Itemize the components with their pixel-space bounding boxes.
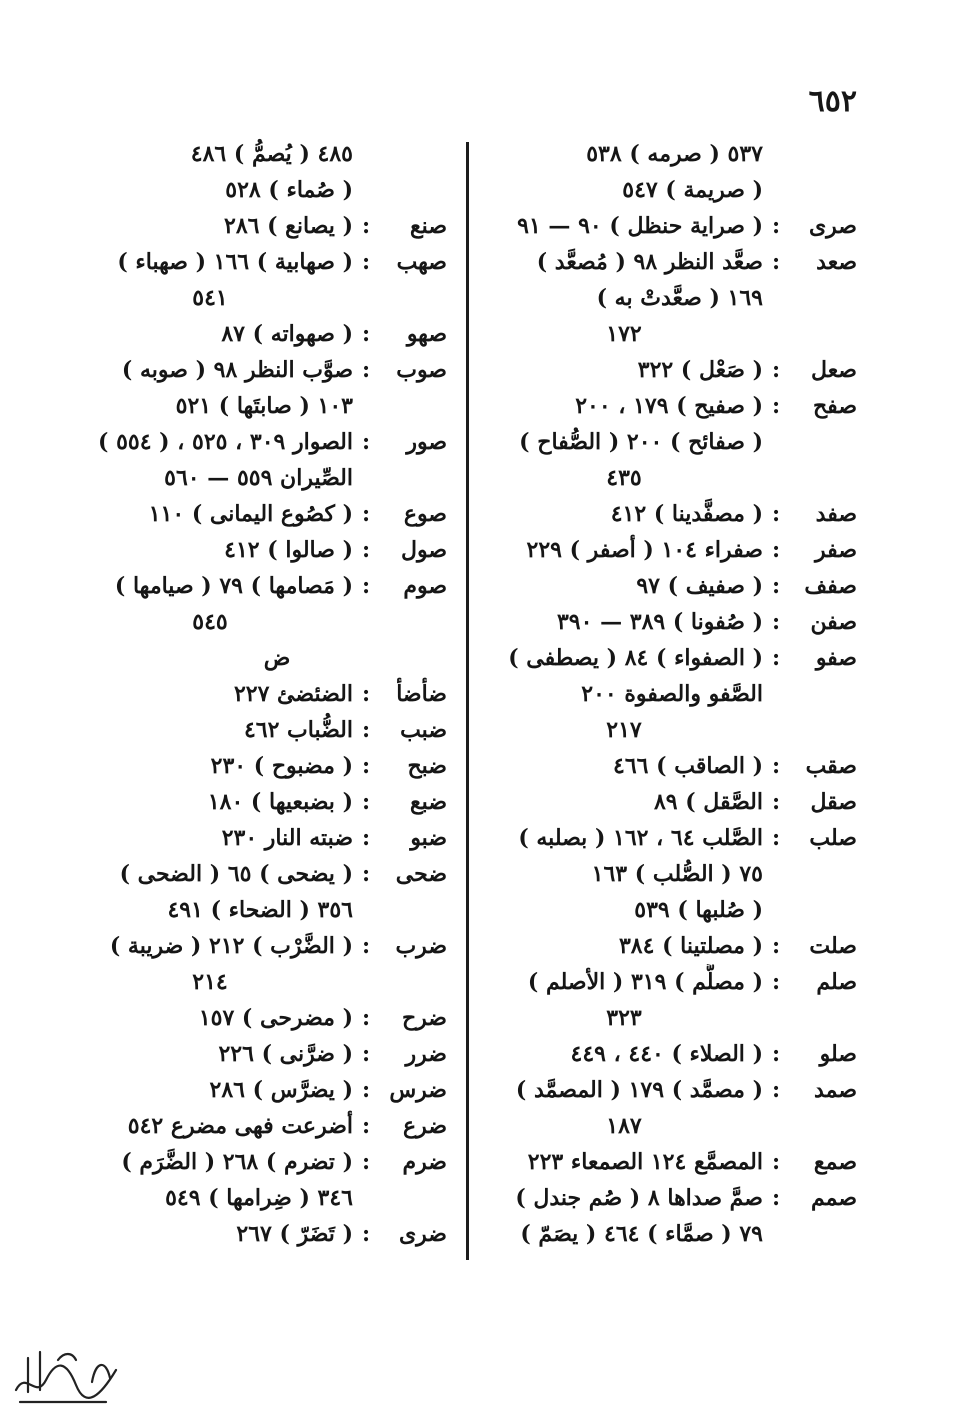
- right-column: [485, 136, 857, 1252]
- index-entry: [485, 964, 857, 1036]
- reference-line: الصِّيران ٥٥٩ — ٥٦٠: [164, 465, 353, 491]
- entry-colon: :: [771, 969, 781, 995]
- entry-colon: :: [361, 501, 371, 527]
- entry-root: صقل: [810, 789, 857, 815]
- entry-references: [67, 316, 353, 352]
- entry-references: [67, 136, 353, 208]
- entry-references: [485, 928, 763, 964]
- entry-colon: :: [771, 1185, 781, 1211]
- reference-line: ( مصفَّدينا ) ٤١٢: [610, 501, 763, 527]
- entry-colon: :: [771, 645, 781, 671]
- entry-references: [67, 568, 353, 640]
- entry-references: [485, 496, 763, 532]
- reference-line: صعَّد النظر ٩٨ ( مُصعَّد ): [536, 249, 763, 275]
- entry-colon: :: [361, 213, 371, 239]
- entry-references: [485, 388, 763, 496]
- entry-references: [67, 1072, 353, 1108]
- page-number: ٦٥٢: [808, 84, 857, 119]
- entry-colon: :: [361, 1113, 371, 1139]
- reference-line: صوَّب النظر ٩٨ ( صوبه ): [121, 357, 353, 383]
- entry-colon: :: [771, 789, 781, 815]
- reference-line: ١٠٣ ( صابتَها ) ٥٢١: [175, 393, 353, 419]
- index-entry: [485, 208, 857, 244]
- index-entry: [485, 820, 857, 928]
- entry-root: صفح: [812, 393, 857, 419]
- entry-colon: :: [361, 1077, 371, 1103]
- entry-root: ضرم: [402, 1149, 447, 1175]
- reference-line: ( تضرم ) ٢٦٨ ( الضَّرَم ): [121, 1149, 353, 1175]
- reference-line: ( الصاقب ) ٤٦٦: [613, 753, 763, 779]
- reference-line: الصَّقل ) ٨٩: [653, 789, 763, 815]
- entry-root: ضبع: [409, 789, 447, 815]
- entry-references: [67, 208, 353, 244]
- index-entry: [485, 352, 857, 388]
- entry-root: صهب: [396, 249, 447, 275]
- index-entry: [67, 352, 447, 424]
- index-entry: [67, 784, 447, 820]
- reference-line: ( كصُوع اليمانى ) ١١٠: [148, 501, 353, 527]
- reference-line: ( صالوا ) ٤١٢: [224, 537, 353, 563]
- reference-line: ٣٤٦ ( ضِرامها ) ٥٤٩: [165, 1185, 353, 1211]
- index-entry: [67, 568, 447, 640]
- index-entry: [485, 748, 857, 784]
- reference-line: ( مضبوح ) ٢٣٠: [210, 753, 353, 779]
- reference-line: الصوار ٣٠٩ ، ٥٢٥ ، ( ٥٥٤ ): [97, 429, 353, 455]
- entry-colon: :: [771, 357, 781, 383]
- entry-root: صعل: [811, 357, 857, 383]
- entry-references: [485, 1036, 763, 1072]
- reference-line: ( صَعْل ) ٣٢٢: [637, 357, 763, 383]
- index-entry: [67, 208, 447, 244]
- entry-colon: :: [361, 357, 371, 383]
- entry-references: [67, 820, 353, 856]
- reference-line: ( ضرَّنى ) ٢٢٦: [218, 1041, 353, 1067]
- index-entry: [485, 568, 857, 604]
- reference-line: الضئضئ ٢٢٧: [233, 681, 353, 707]
- index-entry: [67, 1000, 447, 1036]
- entry-references: [67, 928, 353, 1000]
- entry-colon: :: [361, 249, 371, 275]
- entry-references: [67, 496, 353, 532]
- entry-references: [485, 208, 763, 244]
- reference-line: ٧٩ ( صمَّاء ) ٤٦٤ ( يصَمّ ): [520, 1221, 763, 1247]
- index-entry: [67, 244, 447, 316]
- reference-line: ٤٨٥ ( يُصمُّ ) ٤٨٦: [190, 141, 353, 167]
- entry-root: صلم: [816, 969, 857, 995]
- entry-root: ضرر: [405, 1041, 447, 1067]
- index-entry: [67, 748, 447, 784]
- entry-root: صفر: [815, 537, 857, 563]
- reference-line: ( مصلَّم ) ٣١٩ ( الأصلم ): [527, 969, 763, 995]
- entry-root: صمد: [814, 1077, 857, 1103]
- entry-references: [485, 1180, 763, 1252]
- entry-root: صعد: [816, 249, 857, 275]
- entry-root: صول: [400, 537, 447, 563]
- entry-references: [485, 964, 763, 1036]
- entry-references: [485, 784, 763, 820]
- entry-root: صمع: [813, 1149, 857, 1175]
- entry-references: [67, 1144, 353, 1216]
- reference-line: ٤٣٥: [606, 465, 642, 491]
- reference-line: ٣٥٦ ( الضحاء ) ٤٩١: [167, 897, 353, 923]
- entry-colon: :: [361, 789, 371, 815]
- entry-root: صفف: [804, 573, 857, 599]
- entry-references: [485, 640, 763, 748]
- entry-root: صقب: [805, 753, 857, 779]
- entry-colon: :: [361, 537, 371, 563]
- entry-colon: :: [361, 321, 371, 347]
- index-entry: [485, 496, 857, 532]
- entry-root: صوب: [396, 357, 447, 383]
- entry-colon: :: [361, 1149, 371, 1175]
- entry-colon: :: [361, 573, 371, 599]
- index-entry: [67, 532, 447, 568]
- entry-colon: :: [361, 1221, 371, 1247]
- index-entry: [67, 424, 447, 496]
- reference-line: صمَّ صداها ٨ ( صُم جندل ): [515, 1185, 763, 1211]
- reference-line: المصمَّع ١٢٤ الصمعاء ٢٢٣: [527, 1149, 763, 1175]
- entry-references: [67, 856, 353, 928]
- index-entry: [67, 856, 447, 928]
- entry-references: [67, 352, 353, 424]
- reference-line: ٥٣٧ ( صرمه ) ٥٣٨: [586, 141, 763, 167]
- entry-references: [67, 532, 353, 568]
- reference-line: ١٦٩ ( صعَّدتْ به ): [596, 285, 763, 311]
- reference-line: ( الضَّرْب ) ٢١٢ ( ضريبة ): [109, 933, 353, 959]
- entry-colon: :: [361, 825, 371, 851]
- index-entry: [67, 136, 447, 208]
- reference-line: ٥٤٥: [192, 609, 228, 635]
- reference-line: ( صهابية ) ١٦٦ ( صهباء ): [117, 249, 353, 275]
- index-entry: [67, 1108, 447, 1144]
- reference-line: الصَّفو والصفوة ٢٠٠: [581, 681, 763, 707]
- index-entry: [67, 1072, 447, 1108]
- reference-line: ( الصلاء ) ٤٤٠ ، ٤٤٩: [570, 1041, 763, 1067]
- entry-root: صفن: [810, 609, 857, 635]
- entry-references: [485, 1072, 763, 1144]
- reference-line: ١٨٧: [606, 1113, 642, 1139]
- entry-references: [485, 352, 763, 388]
- index-entry: [485, 1144, 857, 1180]
- index-entry: [485, 1072, 857, 1144]
- reference-line: ( صراية حنظل ) ٩٠ — ٩١: [517, 213, 763, 239]
- entry-colon: :: [771, 213, 781, 239]
- entry-references: [485, 748, 763, 784]
- entry-colon: :: [771, 501, 781, 527]
- reference-line: الصَّلب ٦٤ ، ١٦٢ ( بصلبه ): [518, 825, 763, 851]
- entry-references: [67, 748, 353, 784]
- index-entry: [67, 928, 447, 1000]
- reference-line: ٥٤١: [192, 285, 228, 311]
- entry-root: صفد: [815, 501, 857, 527]
- reference-line: أضرعت فهى مضرع ٥٤٢: [127, 1113, 353, 1139]
- entry-references: [485, 136, 763, 208]
- reference-line: ( صفائح ) ٢٠٠ ( الصُّفاح ): [519, 429, 763, 455]
- entry-colon: :: [771, 1149, 781, 1175]
- index-entry: [67, 712, 447, 748]
- publisher-stamp-logo: [6, 1330, 124, 1414]
- entry-references: [485, 604, 763, 640]
- entry-references: [67, 676, 353, 712]
- index-entry: [485, 388, 857, 496]
- reference-line: ( مضرحى ) ١٥٧: [198, 1005, 353, 1031]
- entry-references: [485, 568, 763, 604]
- reference-line: ( يضحى ) ٦٥ ( الضحى ): [119, 861, 353, 887]
- entry-root: صلت: [809, 933, 857, 959]
- entry-root: ضبح: [407, 753, 447, 779]
- entry-references: [67, 244, 353, 316]
- entry-colon: :: [361, 753, 371, 779]
- entry-root: صنع: [409, 213, 447, 239]
- index-entry: [485, 604, 857, 640]
- entry-root: صرى: [808, 213, 857, 239]
- index-entry: [67, 316, 447, 352]
- entry-root: صفو: [815, 645, 857, 671]
- entry-root: صلو: [819, 1041, 857, 1067]
- index-entry: [485, 1180, 857, 1252]
- entry-root: صوع: [403, 501, 447, 527]
- entry-root: ضرس: [389, 1077, 447, 1103]
- reference-line: ( صهواته ) ٨٧: [221, 321, 353, 347]
- entry-colon: :: [771, 609, 781, 635]
- entry-root: صور: [406, 429, 447, 455]
- index-entry: [485, 640, 857, 748]
- entry-root: ضبب: [400, 717, 447, 743]
- left-column: [67, 136, 447, 1252]
- entry-colon: :: [361, 681, 371, 707]
- entry-colon: :: [771, 825, 781, 851]
- entry-root: ضرح: [401, 1005, 447, 1031]
- entry-references: [67, 1108, 353, 1144]
- entry-colon: :: [361, 861, 371, 887]
- entry-colon: :: [361, 933, 371, 959]
- index-entry: [67, 676, 447, 712]
- entry-root: ضرب: [395, 933, 447, 959]
- index-entry: [67, 1216, 447, 1252]
- reference-line: ( صُلبها ) ٥٣٩: [634, 897, 763, 923]
- entry-colon: [353, 136, 379, 172]
- index-entry: [485, 244, 857, 352]
- reference-line: ( يصانع ) ٢٨٦: [224, 213, 353, 239]
- entry-colon: :: [771, 1041, 781, 1067]
- reference-line: ٧٥ ( الصُّلب ) ١٦٣: [591, 861, 763, 887]
- entry-root: ضبو: [410, 825, 447, 851]
- reference-line: ضبته النار ٢٣٠: [221, 825, 353, 851]
- entry-colon: :: [361, 429, 371, 455]
- reference-line: ( صُماء ) ٥٢٨: [225, 177, 353, 203]
- entry-colon: :: [771, 537, 781, 563]
- reference-line: ( بضبعيها ) ١٨٠: [207, 789, 353, 815]
- entry-references: [67, 1000, 353, 1036]
- entry-root: صوم: [403, 573, 447, 599]
- entry-references: [485, 1144, 763, 1180]
- entry-root: [379, 136, 447, 172]
- reference-line: الضُّباب ٤٦٢: [243, 717, 353, 743]
- entry-colon: :: [771, 393, 781, 419]
- entry-colon: :: [771, 753, 781, 779]
- index-entry: [67, 820, 447, 856]
- index-entry: [485, 928, 857, 964]
- reference-line: ( مصلتينا ) ٣٨٤: [618, 933, 763, 959]
- letter-heading: ض: [263, 645, 291, 671]
- index-entry: [67, 1036, 447, 1072]
- entry-colon: :: [771, 573, 781, 599]
- entry-colon: :: [361, 717, 371, 743]
- entry-references: [67, 784, 353, 820]
- index-entry: [485, 1036, 857, 1072]
- entry-colon: :: [771, 933, 781, 959]
- reference-line: ( تَضَرّ ) ٢٦٧: [236, 1221, 353, 1247]
- reference-line: ٣٢٣: [606, 1005, 642, 1031]
- reference-line: ( مصمَّد ) ١٧٩ ( المصمَّد ): [515, 1077, 763, 1103]
- entry-root: ضحى: [395, 861, 447, 887]
- entry-root: صمم: [810, 1185, 857, 1211]
- entry-root: ضأضأ: [396, 681, 447, 707]
- entry-references: [67, 1216, 353, 1252]
- entry-references: [485, 820, 763, 928]
- index-entry: [485, 532, 857, 568]
- entry-references: [67, 712, 353, 748]
- reference-line: ( صريمة ) ٥٤٧: [622, 177, 763, 203]
- index-entry: [485, 136, 857, 208]
- entry-references: [485, 532, 763, 568]
- entry-references: [67, 424, 353, 496]
- reference-line: ١٧٢: [606, 321, 642, 347]
- column-divider: [466, 142, 469, 1260]
- entry-colon: :: [771, 1077, 781, 1103]
- entry-references: [67, 1036, 353, 1072]
- reference-line: ( صُفونا ) ٣٨٩ — ٣٩٠: [556, 609, 763, 635]
- reference-line: صفراء ١٠٤ ( أصفر ) ٢٢٩: [526, 537, 763, 563]
- reference-line: ( مَصامها ) ٧٩ ( صيامها ): [114, 573, 353, 599]
- index-entry: [67, 1144, 447, 1216]
- entry-root: ضرع: [403, 1113, 447, 1139]
- entry-colon: :: [771, 249, 781, 275]
- reference-line: ( صفيف ) ٩٧: [636, 573, 763, 599]
- reference-line: ( صفيح ) ١٧٩ ، ٢٠٠: [575, 393, 763, 419]
- index-entry: [485, 784, 857, 820]
- entry-root: [789, 136, 857, 172]
- index-entry: [67, 496, 447, 532]
- entry-colon: :: [361, 1005, 371, 1031]
- entry-root: صهو: [406, 321, 447, 347]
- entry-root: ضرى: [398, 1221, 447, 1247]
- reference-line: ( يضرَّس ) ٢٨٦: [209, 1077, 353, 1103]
- reference-line: ٢١٤: [192, 969, 228, 995]
- entry-references: [485, 244, 763, 352]
- reference-line: ٢١٧: [606, 717, 642, 743]
- entry-colon: :: [361, 1041, 371, 1067]
- entry-colon: [763, 136, 789, 172]
- reference-line: ( الصفواء ) ٨٤ ( يصطفى ): [508, 645, 763, 671]
- entry-root: صلب: [809, 825, 857, 851]
